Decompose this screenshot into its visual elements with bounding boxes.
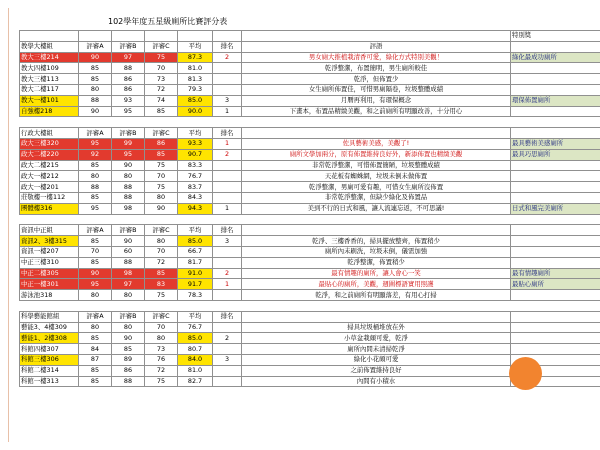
special-award-cell	[511, 290, 600, 301]
average-cell: 90.0	[178, 106, 213, 117]
header-cell: 平均	[178, 311, 213, 322]
room-cell: 教大三樓113	[20, 74, 79, 85]
score-b-cell: 80	[112, 290, 145, 301]
score-c-cell: 72	[145, 365, 178, 376]
rank-cell	[213, 257, 242, 268]
score-c-cell: 72	[145, 84, 178, 95]
score-c-cell: 86	[145, 138, 178, 149]
section-header-row	[20, 311, 600, 322]
table-row	[20, 149, 600, 160]
header-cell: 評審A	[79, 311, 112, 322]
score-b-cell: 88	[112, 192, 145, 203]
score-a-cell: 80	[79, 84, 112, 95]
room-cell: 教大二樓117	[20, 84, 79, 95]
room-cell: 中正一樓301	[20, 279, 79, 290]
rank-cell	[213, 171, 242, 182]
rank-cell	[213, 160, 242, 171]
comment-cell: 小草盆栽頗可愛，乾淨	[242, 333, 511, 344]
special-award-cell: 最有情趣廁所	[511, 268, 600, 279]
score-b-cell: 85	[112, 344, 145, 355]
header-cell: 評審B	[112, 225, 145, 236]
table-row	[20, 160, 600, 171]
header-cell: 排名	[213, 311, 242, 322]
rank-cell: 2	[213, 268, 242, 279]
comment-cell: 女生廁所佈置佳，可惜男廁隔卷，垃圾整體成績	[242, 84, 511, 95]
average-cell: 76.7	[178, 171, 213, 182]
average-cell: 83.7	[178, 182, 213, 193]
special-award-cell	[511, 106, 600, 117]
header-cell: 評審C	[145, 41, 178, 52]
score-c-cell: 73	[145, 74, 178, 85]
score-a-cell: 90	[79, 268, 112, 279]
room-cell: 藝能3、4樓309	[20, 322, 79, 333]
table-row	[20, 279, 600, 290]
header-cell: 評審A	[79, 225, 112, 236]
comment-cell: 廁所內未刷洗，垃圾未倒，儀需加強	[242, 246, 511, 257]
score-c-cell: 80	[145, 333, 178, 344]
rank-cell: 1	[213, 138, 242, 149]
header-cell: 排名	[213, 41, 242, 52]
section-header-row	[20, 225, 600, 236]
score-c-cell: 70	[145, 246, 178, 257]
rank-cell: 3	[213, 236, 242, 247]
score-a-cell: 85	[79, 192, 112, 203]
score-table	[19, 30, 600, 387]
room-cell: 教大一樓101	[20, 95, 79, 106]
comment-cell: 下畫本，布置品精緻美觀，和之前廁所有明顯改善，十分用心	[242, 106, 511, 117]
section-spacer	[20, 214, 600, 225]
comment-cell: 最有情趣的廁所，讓人會心一笑	[242, 268, 511, 279]
score-c-cell: 72	[145, 257, 178, 268]
score-a-cell: 85	[79, 236, 112, 247]
special-award-cell	[511, 182, 600, 193]
header-cell: 評審B	[112, 128, 145, 139]
score-a-cell: 85	[79, 365, 112, 376]
comment-cell: 男女廁大推植栽清香可愛，綠化方式特別美觀！	[242, 52, 511, 63]
table-row	[20, 95, 600, 106]
score-c-cell: 80	[145, 236, 178, 247]
special-award-cell	[511, 257, 600, 268]
rank-cell: 2	[213, 52, 242, 63]
rank-cell	[213, 365, 242, 376]
room-cell: 資訊2、3樓315	[20, 236, 79, 247]
table-row	[20, 246, 600, 257]
score-b-cell: 88	[112, 182, 145, 193]
score-c-cell: 75	[145, 376, 178, 387]
rank-cell	[213, 84, 242, 95]
average-cell: 85.0	[178, 333, 213, 344]
section-spacer	[20, 117, 600, 128]
score-c-cell: 90	[145, 203, 178, 214]
score-c-cell: 85	[145, 268, 178, 279]
score-b-cell: 80	[112, 322, 145, 333]
header-cell: 平均	[178, 41, 213, 52]
table-row	[20, 344, 600, 355]
score-b-cell: 90	[112, 160, 145, 171]
header-cell: 評語	[242, 41, 511, 52]
score-c-cell: 85	[145, 149, 178, 160]
special-award-cell: 最貼心廁所	[511, 279, 600, 290]
score-a-cell: 90	[79, 52, 112, 63]
table-row	[20, 290, 600, 301]
score-c-cell: 80	[145, 192, 178, 203]
score-a-cell: 85	[79, 63, 112, 74]
score-c-cell: 73	[145, 344, 178, 355]
room-cell: 教大三樓214	[20, 52, 79, 63]
rank-cell	[213, 192, 242, 203]
header-cell: 平均	[178, 225, 213, 236]
average-cell: 76.7	[178, 322, 213, 333]
header-cell: 評審C	[145, 128, 178, 139]
score-a-cell: 84	[79, 344, 112, 355]
page-title: 102學年度五星級廁所比賽評分表	[108, 17, 228, 26]
average-cell: 85.0	[178, 95, 213, 106]
score-b-cell: 80	[112, 171, 145, 182]
table-row	[20, 171, 600, 182]
header-cell: 評審A	[79, 41, 112, 52]
score-c-cell: 75	[145, 182, 178, 193]
comment-cell: 乾淨，和之前廁所有明顯落差，有用心打掃	[242, 290, 511, 301]
header-cell: 科學藝能館組	[20, 311, 79, 322]
rank-cell	[213, 246, 242, 257]
room-cell: 科館二樓314	[20, 365, 79, 376]
special-award-cell	[511, 84, 600, 95]
header-cell: 評審C	[145, 311, 178, 322]
comment-cell: 天花板有蜘蛛網，垃圾未倒未做佈置	[242, 171, 511, 182]
special-award-cell	[511, 63, 600, 74]
score-c-cell: 70	[145, 63, 178, 74]
score-c-cell: 85	[145, 106, 178, 117]
score-a-cell: 85	[79, 74, 112, 85]
score-a-cell: 87	[79, 354, 112, 365]
special-award-cell	[511, 74, 600, 85]
comment-cell: 非常乾淨整潔，但缺少綠化及佈置品	[242, 192, 511, 203]
score-b-cell: 99	[112, 138, 145, 149]
score-c-cell: 70	[145, 322, 178, 333]
rank-cell	[213, 63, 242, 74]
comment-cell: 美到不行的日式和風，讓人流連忘返，不可思議!	[242, 203, 511, 214]
rank-cell	[213, 182, 242, 193]
score-a-cell: 85	[79, 160, 112, 171]
score-a-cell: 70	[79, 246, 112, 257]
comment-cell: 綠化小花頗可愛	[242, 354, 511, 365]
room-cell: 政大一樓212	[20, 171, 79, 182]
score-b-cell: 97	[112, 52, 145, 63]
average-cell: 94.3	[178, 203, 213, 214]
decorative-circle	[509, 357, 542, 390]
average-cell: 79.3	[178, 84, 213, 95]
comment-cell: 乾淨，但佈置少	[242, 74, 511, 85]
comment-cell: 之前佈置維持良好	[242, 365, 511, 376]
header-cell: 排名	[213, 225, 242, 236]
rank-cell: 1	[213, 106, 242, 117]
average-cell: 84.0	[178, 354, 213, 365]
average-cell: 87.3	[178, 52, 213, 63]
comment-cell: 掃具垃圾桶堆放在外	[242, 322, 511, 333]
rank-cell	[213, 344, 242, 355]
special-award-cell	[511, 160, 600, 171]
special-award-cell	[511, 192, 600, 203]
comment-cell: 乾淨整潔，布置簡明，男生廁所較佳	[242, 63, 511, 74]
room-cell: 中正二樓305	[20, 268, 79, 279]
comment-cell: 乾淨、三樓香香的，掃具擺放整齊，佈置稍少	[242, 236, 511, 247]
average-cell: 83.3	[178, 160, 213, 171]
section-header-row	[20, 128, 600, 139]
comment-cell: 佐具藝術美感，美觀了!	[242, 138, 511, 149]
score-a-cell: 85	[79, 333, 112, 344]
rank-cell	[213, 376, 242, 387]
score-b-cell: 95	[112, 149, 145, 160]
average-cell: 81.3	[178, 74, 213, 85]
special-award-cell: 環保佈置廁所	[511, 95, 600, 106]
header-cell: 評審B	[112, 311, 145, 322]
score-b-cell: 60	[112, 246, 145, 257]
rank-cell: 3	[213, 354, 242, 365]
comment-cell: 乾淨整潔，佈置稍少	[242, 257, 511, 268]
score-b-cell: 86	[112, 84, 145, 95]
average-cell: 66.7	[178, 246, 213, 257]
score-a-cell: 80	[79, 290, 112, 301]
table-row	[20, 268, 600, 279]
table-row	[20, 63, 600, 74]
table-row	[20, 74, 600, 85]
special-award-cell: 綠化最成功廁所	[511, 52, 600, 63]
score-c-cell: 74	[145, 95, 178, 106]
comment-cell: 月曆再利用，有環保概念	[242, 95, 511, 106]
score-c-cell: 76	[145, 354, 178, 365]
comment-cell: 內間有小積水	[242, 376, 511, 387]
comment-cell: 廁所文學加兩分，原有佈置維持良好外，新添佈置也精緻美觀	[242, 149, 511, 160]
score-a-cell: 80	[79, 171, 112, 182]
average-cell: 80.7	[178, 344, 213, 355]
room-cell: 政大二樓220	[20, 149, 79, 160]
average-cell: 78.3	[178, 290, 213, 301]
rank-cell: 2	[213, 333, 242, 344]
header-cell: 行政大樓組	[20, 128, 79, 139]
room-cell: 科館四樓307	[20, 344, 79, 355]
header-cell: 評審C	[145, 225, 178, 236]
table-row	[20, 192, 600, 203]
room-cell: 中正三樓310	[20, 257, 79, 268]
score-b-cell: 93	[112, 95, 145, 106]
header-cell: 平均	[178, 128, 213, 139]
average-cell: 90.7	[178, 149, 213, 160]
room-cell: 游泳池318	[20, 290, 79, 301]
average-cell: 81.7	[178, 257, 213, 268]
table-row	[20, 236, 600, 247]
special-award-cell	[511, 344, 600, 355]
average-cell: 81.0	[178, 365, 213, 376]
score-b-cell: 90	[112, 236, 145, 247]
special-award-cell: 最具巧思廁所	[511, 149, 600, 160]
rank-cell: 1	[213, 279, 242, 290]
score-c-cell: 70	[145, 171, 178, 182]
special-award-header: 特別獎	[511, 31, 600, 42]
table-row	[20, 203, 600, 214]
score-a-cell: 95	[79, 138, 112, 149]
special-award-cell	[511, 322, 600, 333]
special-award-cell	[511, 171, 600, 182]
score-b-cell: 95	[112, 106, 145, 117]
table-row	[20, 333, 600, 344]
rank-cell	[213, 322, 242, 333]
header-cell: 排名	[213, 128, 242, 139]
average-cell: 82.7	[178, 376, 213, 387]
score-a-cell: 95	[79, 203, 112, 214]
score-b-cell: 98	[112, 203, 145, 214]
room-cell: 政大二樓215	[20, 160, 79, 171]
table-row	[20, 138, 600, 149]
section-spacer	[20, 300, 600, 311]
special-award-cell	[511, 333, 600, 344]
table-row	[20, 257, 600, 268]
score-a-cell: 90	[79, 106, 112, 117]
table-row	[20, 52, 600, 63]
room-cell: 科館三樓306	[20, 354, 79, 365]
score-b-cell: 88	[112, 376, 145, 387]
rank-cell	[213, 290, 242, 301]
room-cell: 自強樓218	[20, 106, 79, 117]
score-c-cell: 75	[145, 160, 178, 171]
score-b-cell: 90	[112, 333, 145, 344]
room-cell: 藝能1、2樓308	[20, 333, 79, 344]
room-cell: 莊敬樓一樓112	[20, 192, 79, 203]
comment-cell: 廁所內間未清掃乾淨	[242, 344, 511, 355]
average-cell: 81.0	[178, 63, 213, 74]
sheet-top-row	[20, 31, 600, 42]
header-cell: 教學大樓組	[20, 41, 79, 52]
score-a-cell: 85	[79, 257, 112, 268]
score-c-cell: 75	[145, 52, 178, 63]
table-row	[20, 322, 600, 333]
score-b-cell: 88	[112, 257, 145, 268]
score-a-cell: 85	[79, 376, 112, 387]
average-cell: 85.0	[178, 236, 213, 247]
score-b-cell: 97	[112, 279, 145, 290]
header-cell: 評審A	[79, 128, 112, 139]
comment-cell: 非常乾淨整潔，可惜佈置簡陋，垃圾整體成績	[242, 160, 511, 171]
score-a-cell: 80	[79, 322, 112, 333]
score-c-cell: 83	[145, 279, 178, 290]
room-cell: 政大三樓320	[20, 138, 79, 149]
special-award-cell	[511, 236, 600, 247]
header-cell: 資訊中正組	[20, 225, 79, 236]
score-b-cell: 98	[112, 268, 145, 279]
table-row	[20, 182, 600, 193]
score-c-cell: 75	[145, 290, 178, 301]
rank-cell: 1	[213, 203, 242, 214]
room-cell: 教大四樓109	[20, 63, 79, 74]
header-cell: 評審B	[112, 41, 145, 52]
score-b-cell: 88	[112, 63, 145, 74]
score-a-cell: 88	[79, 95, 112, 106]
rank-cell	[213, 74, 242, 85]
table-row	[20, 106, 600, 117]
score-a-cell: 95	[79, 279, 112, 290]
room-cell: 科館一樓313	[20, 376, 79, 387]
rank-cell: 2	[213, 149, 242, 160]
special-award-cell: 最具藝術美感廁所	[511, 138, 600, 149]
average-cell: 91.0	[178, 268, 213, 279]
score-a-cell: 92	[79, 149, 112, 160]
score-b-cell: 89	[112, 354, 145, 365]
score-a-cell: 88	[79, 182, 112, 193]
score-b-cell: 86	[112, 74, 145, 85]
average-cell: 93.3	[178, 138, 213, 149]
room-cell: 團體樓316	[20, 203, 79, 214]
comment-cell: 乾淨整潔，男廁可愛有趣，可惜女生廁所沒佈置	[242, 182, 511, 193]
room-cell: 政大一樓201	[20, 182, 79, 193]
special-award-cell: 日式和風完美廁所	[511, 203, 600, 214]
special-award-cell	[511, 246, 600, 257]
rank-cell: 3	[213, 95, 242, 106]
average-cell: 91.7	[178, 279, 213, 290]
average-cell: 84.3	[178, 192, 213, 203]
table-row	[20, 84, 600, 95]
room-cell: 資訊一樓207	[20, 246, 79, 257]
score-b-cell: 86	[112, 365, 145, 376]
section-header-row	[20, 41, 600, 52]
comment-cell: 最貼心的廁所，美觀，週圍標語實用照護	[242, 279, 511, 290]
